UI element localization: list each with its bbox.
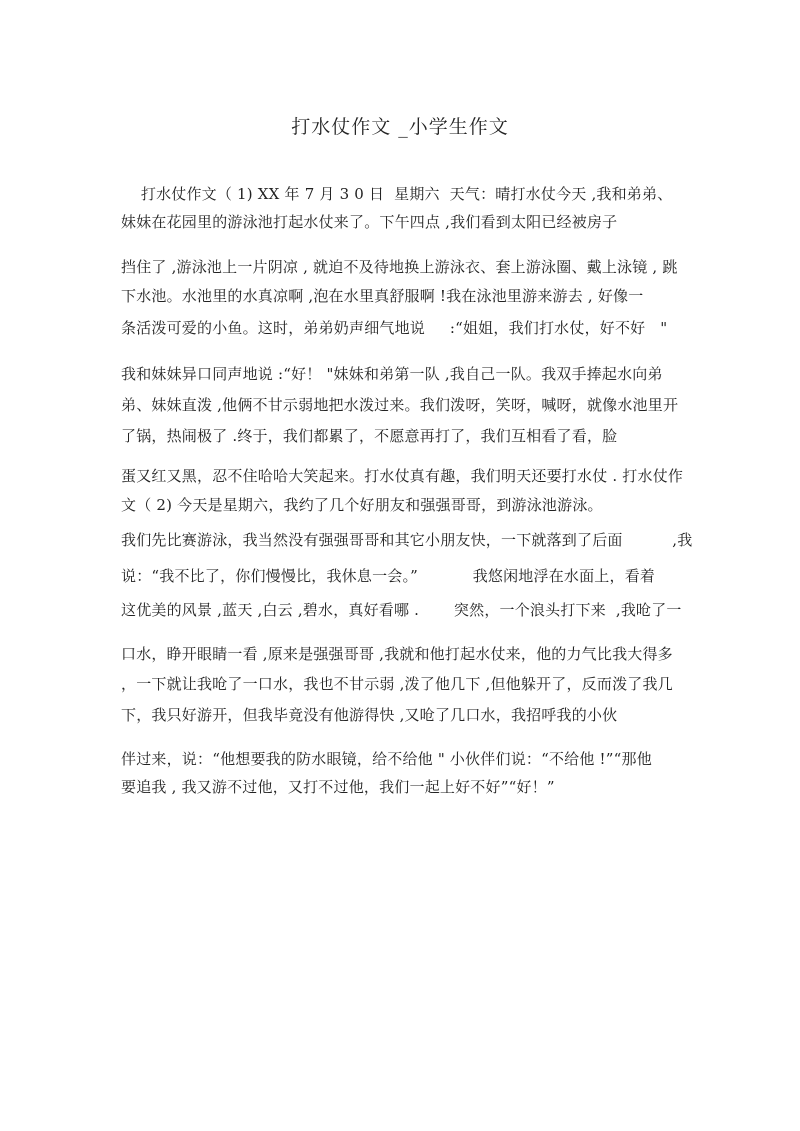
paragraph-line: 弟、妹妹直泼 ,他俩不甘示弱地把水泼过来。我们泼呀，笑呀，喊呀，就像水池里开 [121,396,679,414]
document-title: 打水仗作文 _小学生作文 [291,116,509,138]
paragraph-line: 打水仗作文（ 1) XX 年 7 月 3 0 日 星期六 天气：晴打水仗今天 ,我和弟弟、 [121,185,673,203]
paragraph-line: 伴过来，说：“他想要我的防水眼镜，给不给他 " 小伙伴们说：“不给他 !”“那他 [121,750,652,768]
paragraph-line: 条活泼可爱的小鱼。这时，弟弟奶声细气地说 :“姐姐，我们打水仗，好不好 " [121,319,668,337]
paragraph-line: 下，我只好游开，但我毕竟没有他游得快 ,又呛了几口水，我招呼我的小伙 [121,706,618,724]
paragraph-line: 说：“我不比了，你们慢慢比，我休息一会。” 我悠闲地浮在水面上，看着 [121,567,656,585]
paragraph-line: 妹妹在花园里的游泳池打起水仗来了。下午四点 ,我们看到太阳已经被房子 [121,213,618,231]
paragraph-line: 下水池。水池里的水真凉啊 ,泡在水里真舒服啊 !我在泳池里游来游去 , 好像一 [121,287,644,305]
paragraph-line: 口水，睁开眼睛一看 ,原来是强强哥哥 ,我就和他打起水仗来，他的力气比我大得多 [121,645,673,663]
paragraph-line: 了锅，热闹极了 .终于，我们都累了，不愿意再打了，我们互相看了看，脸 [121,427,618,445]
paragraph-line: 要追我 , 我又游不过他，又打不过他，我们一起上好不好”“好！” [121,778,555,796]
paragraph-line: 挡住了 ,游泳池上一片阴凉 , 就迫不及待地换上游泳衣、套上游泳圈、戴上泳镜 , 跳 [121,258,678,276]
paragraph-line: 这优美的风景 ,蓝天 ,白云 ,碧水，真好看哪 . 突然，一个浪头打下来 ,我呛了一 [121,601,682,619]
paragraph-line: ，一下就让我呛了一口水，我也不甘示弱 ,泼了他几下 ,但他躲开了，反而泼了我几 [121,675,673,693]
paragraph-line: 文（ 2) 今天是星期六，我约了几个好朋友和强强哥哥，到游泳池游泳。 [121,496,603,514]
paragraph-line: 我和妹妹异口同声地说 :“好！ "妹妹和弟第一队 ,我自己一队。我双手捧起水向弟 [121,365,663,383]
paragraph-line: 我们先比赛游泳，我当然没有强强哥哥和其它小朋友快，一下就落到了后面 ,我 [121,531,693,549]
paragraph-line: 蛋又红又黑，忍不住哈哈大笑起来。打水仗真有趣，我们明天还要打水仗 . 打水仗作 [121,467,684,485]
